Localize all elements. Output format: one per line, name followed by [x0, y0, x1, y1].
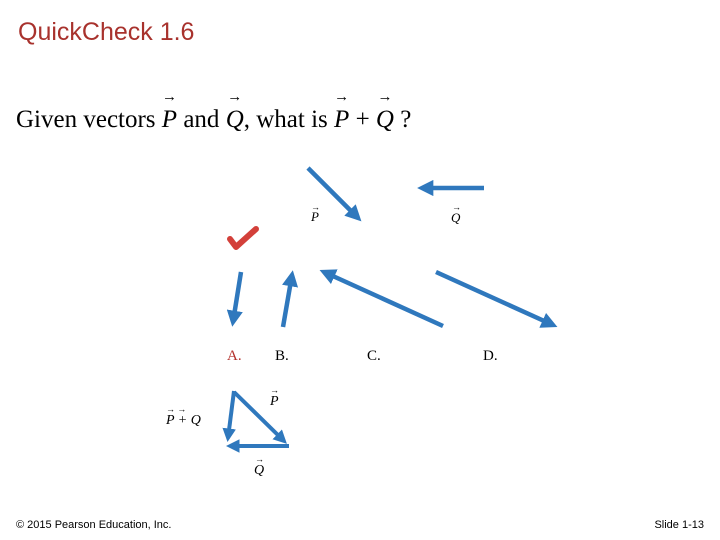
triangle-sum-arrow: [228, 391, 234, 438]
question-suffix: ?: [400, 106, 412, 133]
option-a-label: A.: [227, 348, 242, 364]
vector-p-label: P: [311, 209, 319, 224]
option-b-arrow: [283, 275, 292, 327]
option-d-arrow: [436, 272, 553, 325]
triangle-q-label-arrow: →: [255, 454, 264, 464]
option-c-label: C.: [367, 348, 381, 364]
triangle-p-label: P: [270, 394, 279, 409]
vector-p-symbol: → P: [162, 106, 177, 134]
triangle-q-label: Q: [254, 463, 265, 478]
option-d-label: D.: [483, 348, 498, 364]
triangle-sum-label: P + Q: [166, 413, 201, 428]
copyright-text: © 2015 Pearson Education, Inc.: [16, 519, 172, 531]
question-and: and: [183, 106, 220, 133]
slide-title: QuickCheck 1.6: [18, 18, 195, 46]
check-mark-icon: [230, 229, 256, 247]
slide-number: Slide 1-13: [654, 519, 704, 531]
sum-p-symbol: → P: [334, 106, 349, 134]
sum-q-symbol: → Q: [376, 106, 394, 134]
vector-q-label: Q: [451, 210, 461, 225]
question-prefix: Given vectors: [16, 106, 156, 133]
vector-q-symbol: → Q: [226, 106, 244, 134]
triangle-p-label-arrow: →: [270, 385, 279, 395]
option-a-arrow: [233, 272, 241, 322]
sum-plus: +: [355, 106, 370, 133]
option-c-arrow: [324, 272, 443, 326]
vector-q-label-arrow: →: [452, 202, 461, 212]
question-middle: , what is: [243, 106, 328, 133]
option-b-label: B.: [275, 348, 289, 364]
triangle-sum-label-arrows: → →: [166, 404, 187, 414]
vector-p-label-arrow: →: [311, 202, 320, 212]
